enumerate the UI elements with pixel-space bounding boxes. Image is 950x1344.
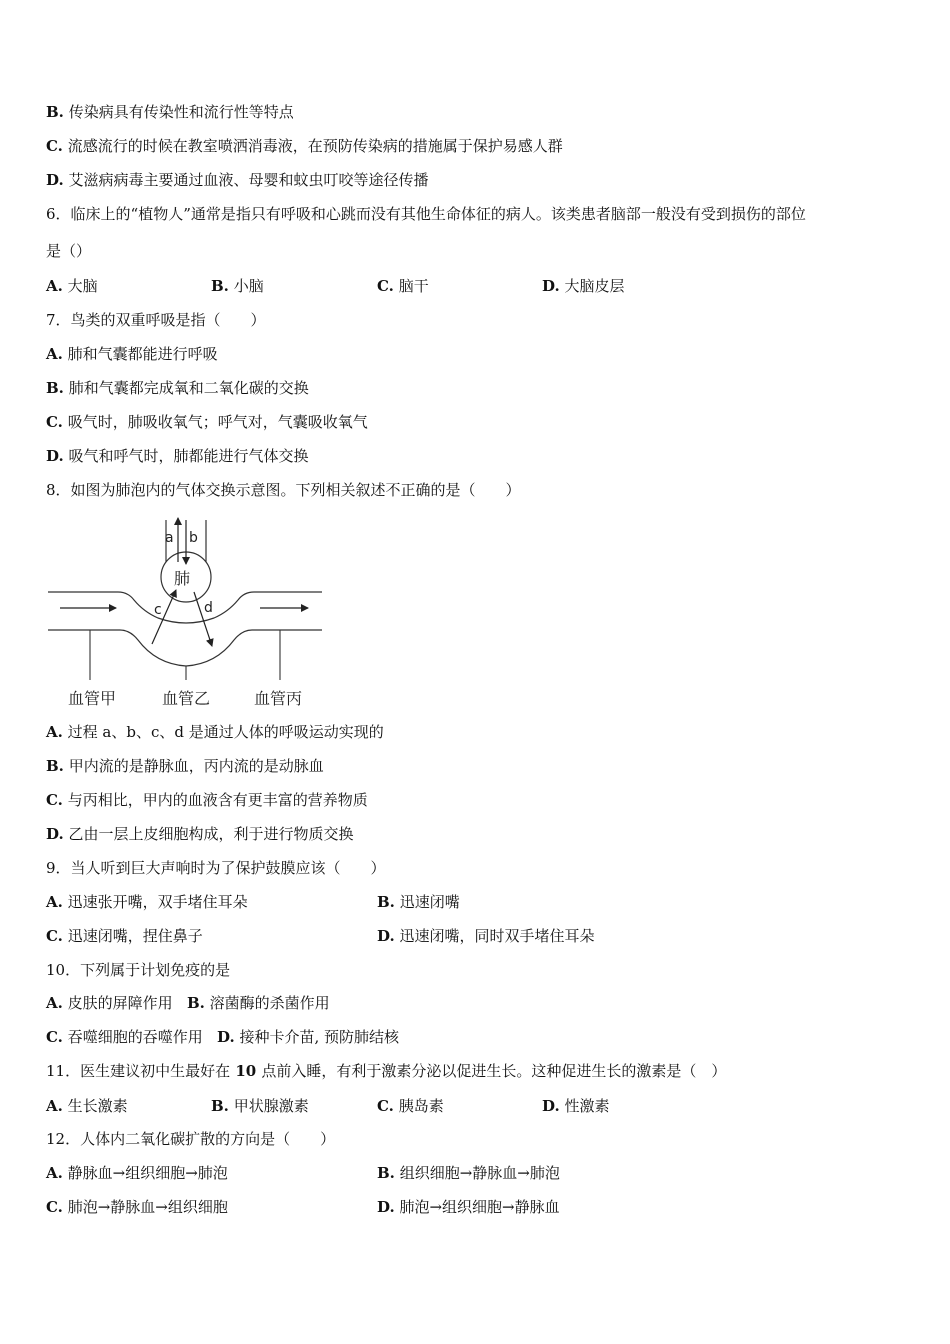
option-letter: A. bbox=[46, 893, 63, 911]
option-letter: B. bbox=[186, 994, 205, 1012]
q9-option-a bbox=[46, 892, 248, 912]
option-letter: B. bbox=[377, 893, 395, 911]
option-letter: A. bbox=[46, 345, 63, 363]
option-text: 脑干 bbox=[398, 277, 429, 295]
option-text: 吞噬细胞的吞噬作用 bbox=[67, 1028, 203, 1046]
option-text: 过程 a、b、c、d 是通过人体的呼吸运动实现的 bbox=[67, 723, 384, 741]
vessel-lower-wall bbox=[48, 630, 322, 666]
option-letter: C. bbox=[46, 1028, 63, 1046]
option-letter: B. bbox=[211, 277, 229, 295]
option-text: 小脑 bbox=[233, 277, 264, 295]
option-letter: D. bbox=[542, 277, 560, 295]
option-text: 迅速闭嘴，同时双手堵住耳朵 bbox=[399, 927, 595, 945]
q8-option-a bbox=[46, 722, 384, 742]
q7-stem: 7．鸟类的双重呼吸是指（ ） bbox=[46, 311, 266, 329]
option-letter: D. bbox=[377, 927, 395, 945]
option-text: 皮肤的屏障作用 bbox=[67, 994, 173, 1012]
option-text: 甲内流的是静脉血，丙内流的是动脉血 bbox=[68, 757, 324, 775]
q6-option-d bbox=[542, 276, 625, 296]
option-letter: D. bbox=[46, 825, 64, 843]
q6-stem-line2: 是（） bbox=[46, 242, 92, 260]
q9-option-c bbox=[46, 926, 203, 946]
option-text: 乙由一层上皮细胞构成，利于进行物质交换 bbox=[68, 825, 354, 843]
q11-option-a bbox=[46, 1096, 128, 1116]
option-letter: C. bbox=[46, 927, 63, 945]
q12-option-d bbox=[377, 1197, 560, 1217]
q10-options-row1 bbox=[46, 993, 330, 1013]
option-text: 传染病具有传染性和流行性等特点 bbox=[68, 103, 294, 121]
option-text: 大脑 bbox=[67, 277, 98, 295]
option-letter: A. bbox=[46, 1097, 63, 1115]
q11-stem-post: 点前入睡，有利于激素分泌以促进生长。这种促进生长的激素是（ ） bbox=[261, 1062, 727, 1080]
option-text: 静脉血→组织细胞→肺泡 bbox=[67, 1164, 228, 1182]
label-d: d bbox=[204, 600, 213, 616]
option-text: 肺泡→静脉血→组织细胞 bbox=[67, 1198, 228, 1216]
q6-option-a bbox=[46, 276, 98, 296]
option-letter: D. bbox=[377, 1198, 395, 1216]
option-text: 肺泡→组织细胞→静脉血 bbox=[399, 1198, 560, 1216]
option-letter: C. bbox=[377, 1097, 394, 1115]
q9-option-b bbox=[377, 892, 460, 912]
option-letter: A. bbox=[46, 277, 63, 295]
q12-stem: 12．人体内二氧化碳扩散的方向是（ ） bbox=[46, 1130, 336, 1148]
option-text: 迅速闭嘴，捏住鼻子 bbox=[67, 927, 203, 945]
option-text: 胰岛素 bbox=[398, 1097, 444, 1115]
option-text: 性激素 bbox=[564, 1097, 610, 1115]
alveolus-gas-exchange-diagram bbox=[46, 512, 336, 712]
label-b: b bbox=[189, 530, 198, 546]
q8-option-d bbox=[46, 824, 354, 844]
option-letter: A. bbox=[46, 723, 63, 741]
label-alveolus: 肺 bbox=[174, 569, 191, 588]
option-text: 迅速张开嘴，双手堵住耳朵 bbox=[67, 893, 248, 911]
option-text: 与丙相比，甲内的血液含有更丰富的营养物质 bbox=[67, 791, 368, 809]
option-letter: B. bbox=[46, 379, 64, 397]
option-text: 吸气和呼气时，肺都能进行气体交换 bbox=[68, 447, 309, 465]
q7-option-b bbox=[46, 378, 309, 398]
label-a: a bbox=[165, 530, 174, 546]
q11-stem-num: 10 bbox=[230, 1062, 262, 1080]
label-vessel1: 血管甲 bbox=[68, 689, 117, 708]
q10-stem: 10．下列属于计划免疫的是 bbox=[46, 961, 231, 979]
option-text: 组织细胞→静脉血→肺泡 bbox=[399, 1164, 560, 1182]
q5-option-b bbox=[46, 102, 294, 122]
label-vessel3: 血管丙 bbox=[254, 689, 303, 708]
option-text: 流感流行的时候在教室喷洒消毒液，在预防传染病的措施属于保护易感人群 bbox=[67, 137, 563, 155]
q8-option-b bbox=[46, 756, 324, 776]
option-text: 接种卡介苗, 预防肺结核 bbox=[239, 1028, 400, 1046]
q9-stem: 9．当人听到巨大声响时为了保护鼓膜应该（ ） bbox=[46, 859, 386, 877]
q12-option-b bbox=[377, 1163, 560, 1183]
q5-option-d bbox=[46, 170, 429, 190]
label-vessel2: 血管乙 bbox=[162, 689, 211, 708]
q9-option-d bbox=[377, 926, 595, 946]
option-letter: D. bbox=[542, 1097, 560, 1115]
option-letter: C. bbox=[377, 277, 394, 295]
q11-option-c bbox=[377, 1096, 444, 1116]
option-letter: A. bbox=[46, 994, 63, 1012]
option-letter: D. bbox=[217, 1028, 235, 1046]
option-letter: D. bbox=[46, 447, 64, 465]
option-text: 大脑皮层 bbox=[564, 277, 625, 295]
label-c: c bbox=[154, 602, 162, 618]
option-text: 吸气时，肺吸收氧气；呼气对，气囊吸收氧气 bbox=[67, 413, 368, 431]
option-letter: C. bbox=[46, 137, 63, 155]
option-text: 肺和气囊都能进行呼吸 bbox=[67, 345, 218, 363]
q7-option-a bbox=[46, 344, 218, 364]
q12-option-c bbox=[46, 1197, 228, 1217]
q12-option-a bbox=[46, 1163, 228, 1183]
option-letter: B. bbox=[46, 757, 64, 775]
option-letter: B. bbox=[377, 1164, 395, 1182]
option-text: 艾滋病病毒主要通过血液、母婴和蚊虫叮咬等途径传播 bbox=[68, 171, 429, 189]
q8-stem: 8．如图为肺泡内的气体交换示意图。下列相关叙述不正确的是（ ） bbox=[46, 481, 521, 499]
q7-option-c bbox=[46, 412, 368, 432]
option-letter: C. bbox=[46, 791, 63, 809]
q8-option-c bbox=[46, 790, 368, 810]
q6-stem-line1: 6．临床上的“植物人”通常是指只有呼吸和心跳而没有其他生命体征的病人。该类患者脑部一般没有受到损伤的部位 bbox=[46, 205, 806, 223]
option-letter: A. bbox=[46, 1164, 63, 1182]
q6-option-c bbox=[377, 276, 429, 296]
q6-option-b bbox=[211, 276, 264, 296]
q7-option-d bbox=[46, 446, 309, 466]
option-text: 迅速闭嘴 bbox=[399, 893, 460, 911]
q11-stem bbox=[46, 1061, 726, 1081]
option-letter: C. bbox=[46, 413, 63, 431]
option-letter: B. bbox=[46, 103, 64, 121]
option-text: 肺和气囊都完成氧和二氧化碳的交换 bbox=[68, 379, 309, 397]
q5-option-c bbox=[46, 136, 563, 156]
q10-options-row2 bbox=[46, 1027, 399, 1047]
q11-stem-pre: 11．医生建议初中生最好在 bbox=[46, 1062, 231, 1080]
option-text: 溶菌酶的杀菌作用 bbox=[209, 994, 330, 1012]
option-letter: D. bbox=[46, 171, 64, 189]
option-letter: C. bbox=[46, 1198, 63, 1216]
option-text: 甲状腺激素 bbox=[233, 1097, 309, 1115]
q11-option-b bbox=[211, 1096, 309, 1116]
option-text: 生长激素 bbox=[67, 1097, 128, 1115]
option-letter: B. bbox=[211, 1097, 229, 1115]
q11-option-d bbox=[542, 1096, 610, 1116]
